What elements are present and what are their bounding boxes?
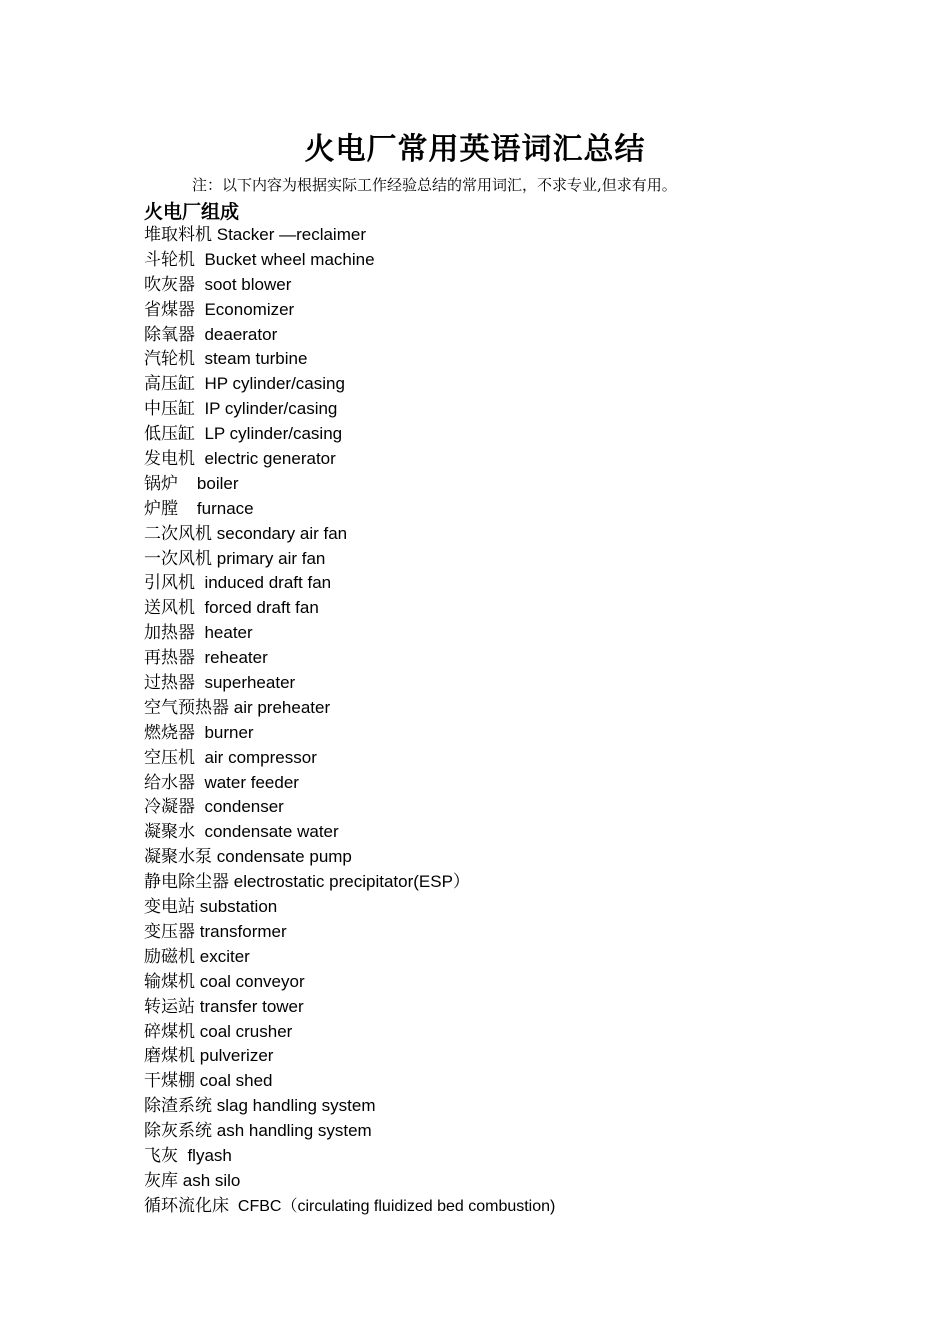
term-chinese: 碎煤机 (144, 1021, 195, 1042)
term-english: coal shed (199, 1071, 273, 1091)
term-english: transformer (199, 921, 287, 941)
vocab-entry (144, 347, 555, 372)
vocab-entry (144, 298, 555, 323)
term-chinese: 汽轮机 (144, 349, 195, 370)
vocab-entry (144, 323, 555, 348)
term-english: water feeder (204, 772, 299, 792)
vocab-entry (144, 646, 555, 671)
term-english: soot blower (204, 274, 292, 294)
term-english: coal conveyor (199, 971, 305, 991)
note-paragraph: 注：以下内容为根据实际工作经验总结的常用词汇，不求专业,但求有用。 (192, 176, 677, 194)
term-english: deaerator (204, 324, 278, 344)
term-english: Bucket wheel machine (204, 249, 375, 269)
term-chinese: 变电站 (144, 897, 195, 918)
term-chinese: 输煤机 (144, 971, 195, 992)
vocab-entry (144, 696, 555, 721)
term-chinese: 干煤棚 (144, 1071, 195, 1092)
term-english: air preheater (233, 697, 331, 717)
vocab-entry (144, 596, 555, 621)
term-english: pulverizer (199, 1046, 274, 1066)
term-english: Stacker —reclaimer (216, 225, 366, 244)
vocab-entry (144, 845, 555, 870)
vocab-entry (144, 1194, 555, 1219)
vocab-entry (144, 721, 555, 746)
term-english: condensate pump (216, 847, 352, 867)
vocab-entry (144, 447, 555, 472)
term-chinese: 除灰系统 (144, 1121, 212, 1142)
vocab-entry (144, 472, 555, 497)
vocab-entry (144, 223, 555, 248)
term-english: transfer tower (199, 996, 304, 1016)
term-separator (178, 499, 197, 518)
term-chinese: 凝聚水泵 (144, 847, 212, 868)
vocab-entry (144, 1020, 555, 1045)
term-english: HP cylinder/casing (204, 374, 345, 394)
term-english: slag handling system (216, 1096, 376, 1116)
term-chinese: 送风机 (144, 598, 195, 619)
term-english: electrostatic precipitator(ESP） (233, 872, 470, 892)
term-english: exciter (199, 946, 250, 966)
vocab-entry (144, 372, 555, 397)
term-chinese: 高压缸 (144, 374, 195, 395)
page-title: 火电厂常用英语词汇总结 (304, 132, 646, 167)
term-chinese: 过热器 (144, 673, 195, 694)
term-english: steam turbine (204, 349, 308, 369)
term-chinese: 飞灰 (144, 1145, 178, 1166)
vocab-entry (144, 273, 555, 298)
term-chinese: 吹灰器 (144, 274, 195, 295)
term-english: condenser (204, 797, 284, 817)
term-english: furnace (196, 498, 254, 518)
vocab-entry (144, 920, 555, 945)
vocab-entry (144, 571, 555, 596)
term-chinese: 静电除尘器 (144, 872, 229, 893)
vocab-entry (144, 795, 555, 820)
term-chinese: 空压机 (144, 747, 195, 768)
term-english: condensate water (204, 822, 339, 842)
term-english: coal crusher (199, 1021, 293, 1041)
term-chinese: 二次风机 (144, 523, 212, 544)
term-chinese: 冷凝器 (144, 797, 195, 818)
vocab-entry (144, 671, 555, 696)
term-chinese: 省煤器 (144, 299, 195, 320)
vocab-entry (144, 1069, 555, 1094)
vocab-entry (144, 547, 555, 572)
term-english: IP cylinder/casing (204, 399, 338, 419)
vocab-entry (144, 870, 555, 895)
term-english: reheater (204, 648, 268, 668)
vocab-entry (144, 945, 555, 970)
term-english: electric generator (204, 449, 336, 469)
term-chinese: 转运站 (144, 996, 195, 1017)
term-english: CFBC（circulating fluidized bed combustion) (237, 1197, 556, 1215)
vocab-entry (144, 771, 555, 796)
term-chinese: 燃烧器 (144, 722, 195, 743)
term-chinese: 灰库 (144, 1170, 178, 1191)
term-separator (178, 474, 197, 493)
vocab-entry (144, 422, 555, 447)
term-english: flyash (187, 1145, 232, 1165)
vocab-entry (144, 820, 555, 845)
section-heading: 火电厂组成 (144, 201, 240, 223)
term-chinese: 堆取料机 (144, 225, 212, 245)
vocab-entry (144, 248, 555, 273)
vocab-entry (144, 970, 555, 995)
term-chinese: 锅炉 (144, 473, 178, 494)
term-chinese: 一次风机 (144, 548, 212, 569)
term-english: LP cylinder/casing (204, 424, 343, 444)
term-english: burner (204, 722, 254, 742)
vocab-entry (144, 522, 555, 547)
term-english: induced draft fan (204, 573, 332, 593)
term-english: forced draft fan (204, 598, 319, 618)
term-english: boiler (196, 473, 239, 493)
term-separator (229, 1198, 238, 1215)
term-chinese: 凝聚水 (144, 822, 195, 843)
vocab-entry (144, 621, 555, 646)
term-english: superheater (204, 673, 296, 693)
term-english: Economizer (204, 299, 295, 319)
term-english: primary air fan (216, 548, 326, 568)
term-chinese: 除渣系统 (144, 1096, 212, 1117)
term-chinese: 磨煤机 (144, 1046, 195, 1067)
term-chinese: 发电机 (144, 449, 195, 470)
term-chinese: 空气预热器 (144, 697, 229, 718)
term-chinese: 除氧器 (144, 324, 195, 345)
vocabulary-list (144, 223, 555, 1219)
term-chinese: 低压缸 (144, 424, 195, 445)
vocab-entry (144, 1094, 555, 1119)
term-chinese: 再热器 (144, 648, 195, 669)
term-chinese: 给水器 (144, 772, 195, 793)
vocab-entry (144, 995, 555, 1020)
term-chinese: 炉膛 (144, 498, 178, 519)
vocab-entry (144, 746, 555, 771)
vocab-entry (144, 895, 555, 920)
vocab-entry (144, 397, 555, 422)
term-chinese: 励磁机 (144, 946, 195, 967)
term-english: secondary air fan (216, 523, 348, 543)
term-english: ash handling system (216, 1121, 372, 1141)
term-english: ash silo (182, 1170, 241, 1190)
term-english: heater (204, 623, 253, 643)
vocab-entry (144, 497, 555, 522)
term-english: substation (199, 897, 278, 917)
term-english: air compressor (204, 747, 317, 767)
term-chinese: 斗轮机 (144, 249, 195, 270)
term-chinese: 加热器 (144, 623, 195, 644)
term-chinese: 循环流化床 (144, 1195, 229, 1216)
term-chinese: 中压缸 (144, 399, 195, 420)
vocab-entry (144, 1169, 555, 1194)
vocab-entry (144, 1144, 555, 1169)
term-chinese: 变压器 (144, 921, 195, 942)
vocab-entry (144, 1044, 555, 1069)
term-chinese: 引风机 (144, 573, 195, 594)
vocab-entry (144, 1119, 555, 1144)
